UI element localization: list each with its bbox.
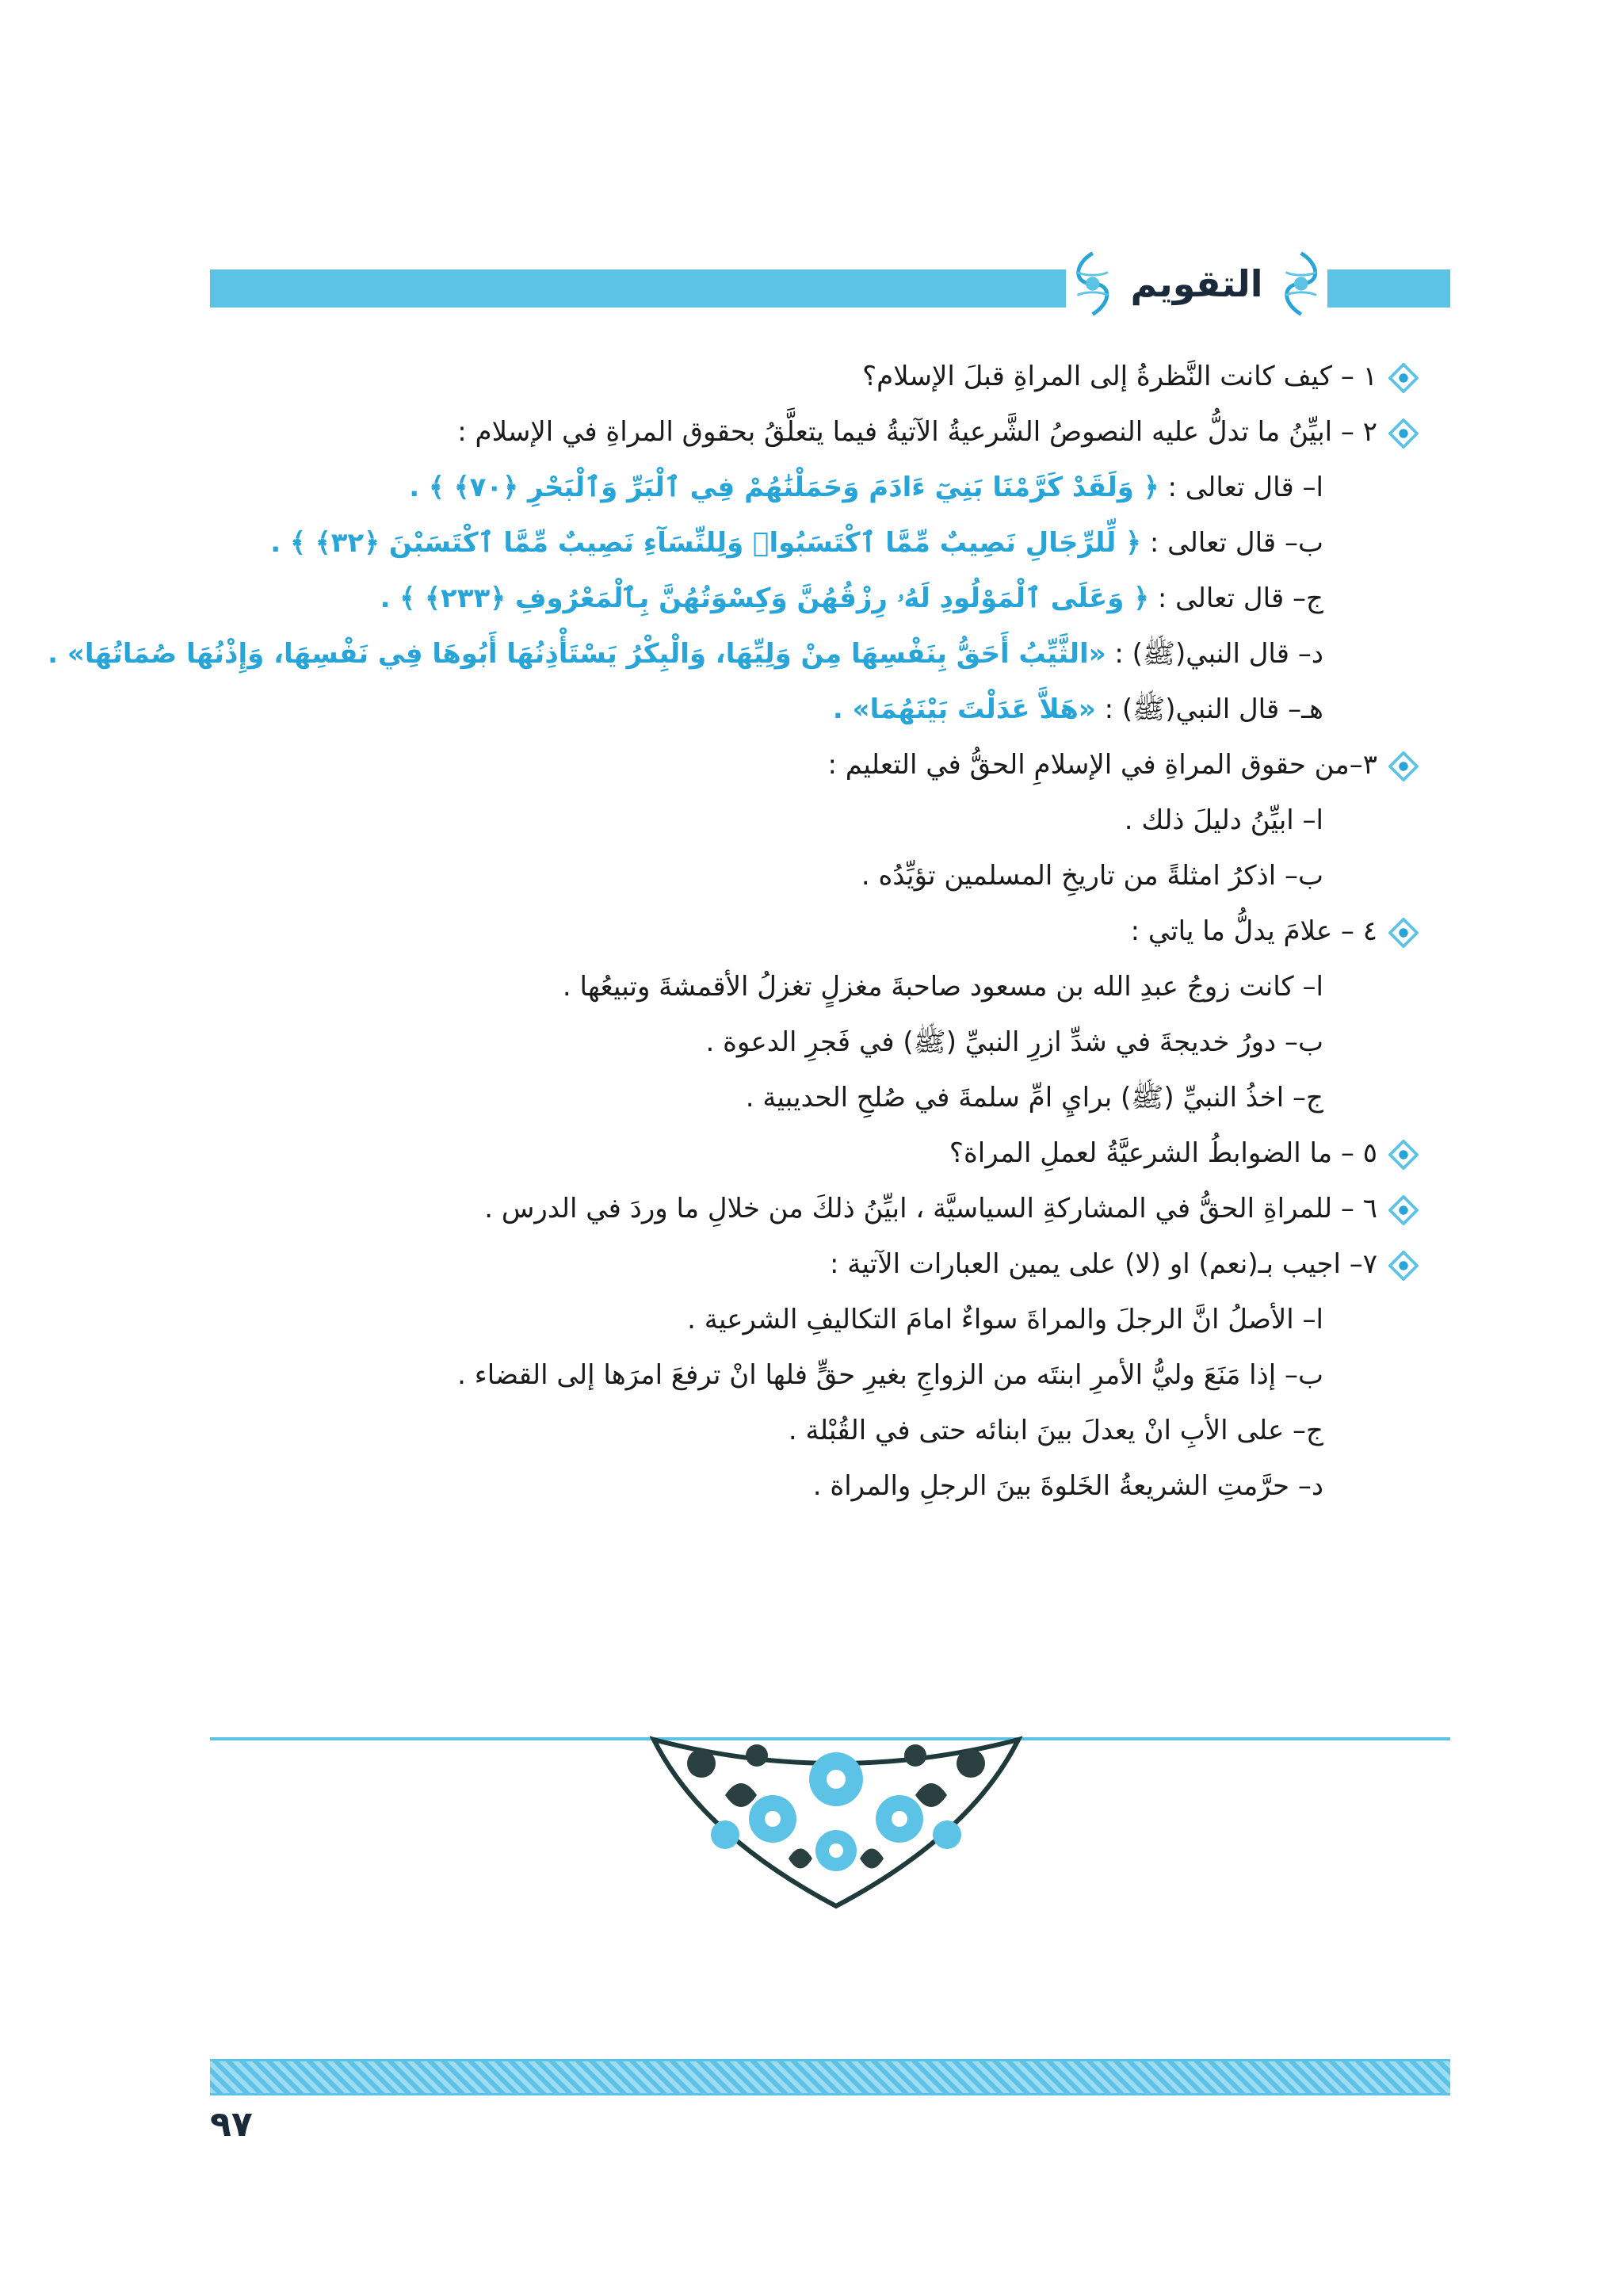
ornament-right-icon	[1274, 248, 1327, 319]
question-1	[412, 349, 1419, 404]
question-6	[412, 1181, 1419, 1236]
quran-quote: ﴿ لِّلرِّجَالِ نَصِيبٌ مِّمَّا ٱكْتَسَبُوا۟ وَلِلنِّسَآءِ نَصِيبٌ مِّمَّا ٱكْتَسَبْنَ ﴿٣٢﴾ ﴾ .	[270, 527, 1142, 559]
section-title: التقويم	[1130, 262, 1263, 305]
question-4	[412, 904, 1419, 959]
sub-item-label: ج– على الأبِ انْ يعدلَ بينَ ابنائه حتى في القُبْلة .	[788, 1415, 1323, 1446]
ornament-left-icon	[1066, 248, 1119, 319]
question-text: ٦ – للمراةِ الحقُّ في المشاركةِ السياسيَّة ، ابيِّنُ ذلكَ من خلالِ ما وردَ في الدرس .	[484, 1193, 1377, 1224]
sub-item	[270, 515, 1419, 571]
sub-item-label: ا– قال تعالى :	[1167, 472, 1323, 503]
question-bullet-icon	[1388, 363, 1419, 393]
quran-quote: ﴿ وَعَلَى ٱلْمَوْلُودِ لَهُۥ رِزْقُهُنَّ وَكِسْوَتُهُنَّ بِٱلْمَعْرُوفِ ﴿٢٣٣﴾ ﴾ .	[380, 583, 1150, 614]
floral-ornament-icon	[638, 1724, 1034, 1914]
quran-quote: ﴿ وَلَقَدْ كَرَّمْنَا بَنِيٓ ءَادَمَ وَحَمَلْنَٰهُمْ فِي ٱلْبَرِّ وَٱلْبَحْرِ ﴿٧٠﴾ ﴾ .	[409, 472, 1159, 503]
sub-item	[412, 793, 1419, 848]
sub-item	[412, 1403, 1419, 1458]
question-3	[412, 737, 1419, 793]
sub-item-label: هـ– قال النبي(ﷺ) :	[1104, 693, 1323, 725]
sub-item	[380, 571, 1419, 626]
questions-list	[48, 349, 1419, 1514]
question-7	[412, 1236, 1419, 1292]
section-header	[1066, 238, 1327, 329]
sub-item	[412, 1347, 1419, 1403]
footer-band	[210, 2059, 1450, 2095]
sub-item	[412, 1458, 1419, 1514]
sub-item-label: ب– قال تعالى :	[1149, 527, 1323, 559]
sub-item	[412, 848, 1419, 904]
sub-item-label: ب– اذكرُ امثلةً من تاريخِ المسلمين تؤيِّدُه .	[861, 860, 1323, 892]
sub-item-label: د– حرَّمتِ الشريعةُ الخَلوةَ بينَ الرجلِ والمراة .	[812, 1470, 1323, 1502]
question-bullet-icon	[1388, 751, 1419, 781]
sub-item	[48, 626, 1419, 682]
question-text: ٢ – ابيِّنُ ما تدلُّ عليه النصوصُ الشَّرعيةُ الآتيةُ فيما يتعلَّقُ بحقوق المراةِ في الإسلام :	[457, 416, 1377, 448]
hadith-quote: «الثَّيِّبُ أَحَقُّ بِنَفْسِهَا مِنْ وَلِيِّهَا، وَالْبِكْرُ يَسْتَأْذِنُهَا أَبُوهَا فِي نَفْسِهَا، وَإِذْنُهَا صُمَاتُهَا» .	[48, 638, 1106, 670]
question-bullet-icon	[1388, 1195, 1419, 1225]
question-text: ٤ – علامَ يدلُّ ما ياتي :	[1130, 915, 1377, 947]
page-number: ٩٧	[210, 2104, 253, 2145]
sub-item-label: ج– قال تعالى :	[1157, 583, 1323, 614]
sub-item	[412, 959, 1419, 1014]
question-2	[412, 404, 1419, 460]
sub-item-label: ا– الأصلُ انَّ الرجلَ والمراةَ سواءٌ امامَ التكاليفِ الشرعية .	[687, 1304, 1323, 1335]
question-text: ٥ – ما الضوابطُ الشرعيَّةُ لعملِ المراة؟	[949, 1137, 1377, 1169]
sub-item	[409, 460, 1419, 515]
question-bullet-icon	[1388, 1140, 1419, 1170]
question-text: ٣–من حقوق المراةِ في الإسلامِ الحقُّ في التعليم :	[827, 749, 1377, 781]
sub-item-label: ج– اخذُ النبيِّ (ﷺ) برايِ امِّ سلمةَ في صُلحِ الحديبية .	[745, 1082, 1323, 1114]
question-text: ٧– اجيب بـ(نعم) او (لا) على يمين العبارات الآتية :	[830, 1248, 1377, 1280]
sub-item	[412, 1292, 1419, 1347]
question-5	[412, 1125, 1419, 1181]
sub-item-label: ب– دورُ خديجةَ في شدِّ ازرِ النبيِّ (ﷺ) في فَجرِ الدعوة .	[705, 1026, 1323, 1058]
sub-item	[412, 1070, 1419, 1125]
question-bullet-icon	[1388, 918, 1419, 948]
hadith-quote: «هَلاَّ عَدَلْتَ بَيْنَهُمَا» .	[832, 693, 1096, 725]
question-bullet-icon	[1388, 418, 1419, 449]
sub-item	[412, 1014, 1419, 1070]
sub-item-label: ا– كانت زوجُ عبدِ الله بن مسعود صاحبةَ مغزلٍ تغزلُ الأقمشةَ وتبيعُها .	[562, 971, 1323, 1003]
question-bullet-icon	[1388, 1251, 1419, 1281]
sub-item-label: ا– ابيِّنُ دليلَ ذلك .	[1124, 804, 1323, 836]
sub-item-label: ب– إذا مَنَعَ وليُّ الأمرِ ابنتَه من الزواجِ بغيرِ حقٍّ فلها انْ ترفعَ امرَها إلى القضاء .	[457, 1359, 1323, 1391]
question-text: ١ – كيف كانت النَّظرةُ إلى المراةِ قبلَ الإسلام؟	[862, 361, 1377, 392]
sub-item-label: د– قال النبي(ﷺ) :	[1114, 638, 1323, 670]
sub-item	[412, 682, 1419, 737]
